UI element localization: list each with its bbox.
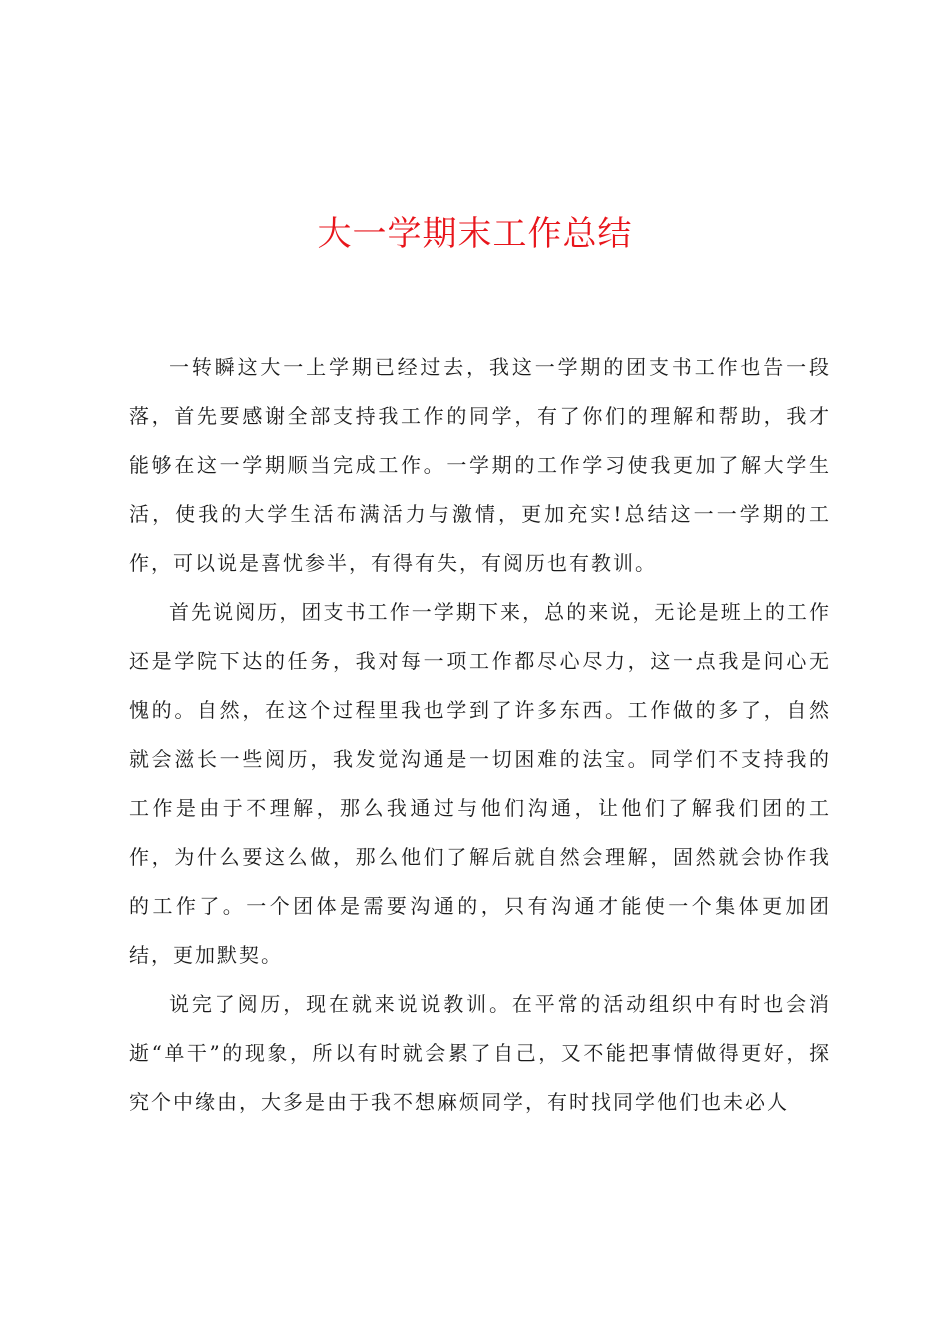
paragraph-3: 说完了阅历，现在就来说说教训。在平常的活动组织中有时也会消逝“单干”的现象，所以有时就会累了自己，又不能把事情做得更好，探究个中缘由，大多是由于我不想麻烦同学，有时找同学他们也未必人 [129, 992, 831, 1114]
document-title: 大一学期末工作总结 [317, 214, 633, 254]
paragraph-2: 首先说阅历，团支书工作一学期下来，总的来说，无论是班上的工作还是学院下达的任务，我对每一项工作都尽心尽力，这一点我是问心无愧的。自然，在这个过程里我也学到了许多东西。工作做的多了，自然就会滋长一些阅历，我发觉沟通是一切困难的法宝。同学们不支持我的工作是由于不理解，那么我通过与他们沟通，让他们了解我们团的工作，为什么要这么做，那么他们了解后就自然会理解，固然就会协作我的工作了。一个团体是需要沟通的，只有沟通才能使一个集体更加团结，更加默契。 [129, 600, 831, 967]
paragraph-1: 一转瞬这大一上学期已经过去，我这一学期的团支书工作也告一段落，首先要感谢全部支持我工作的同学，有了你们的理解和帮助，我才能够在这一学期顺当完成工作。一学期的工作学习使我更加了解大学生活，使我的大学生活布满活力与激情，更加充实!总结这一一学期的工作，可以说是喜忧参半，有得有失，有阅历也有教训。 [129, 355, 831, 575]
document-body [129, 343, 831, 1127]
